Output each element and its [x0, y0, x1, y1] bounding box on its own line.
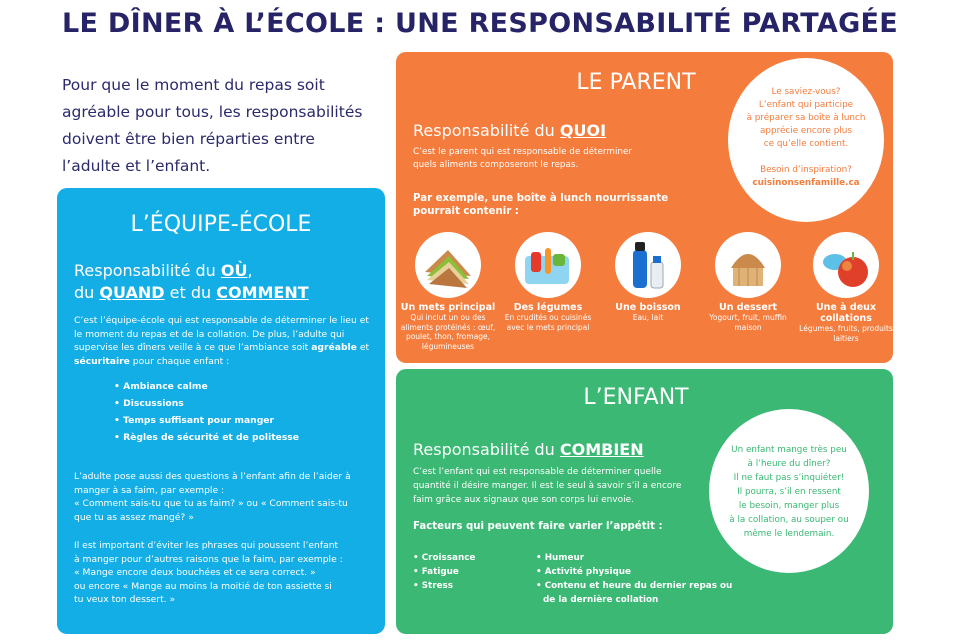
- bubble-spacer: [728, 151, 884, 164]
- ou-keyword: OÙ: [220, 261, 248, 280]
- food-desc: Qui inclut un ou des aliments protéinés : œuf, poulet, thon, fromage, légumineuses: [400, 313, 496, 351]
- food-name: Un mets principal: [400, 302, 496, 313]
- parent-responsibility: [413, 120, 606, 142]
- parent-tip-bubble: [728, 58, 884, 222]
- enfant-title: L’ENFANT: [583, 385, 689, 410]
- sandwich-icon: [415, 232, 481, 298]
- ecole-questions: [74, 470, 374, 524]
- et-text: et: [356, 342, 370, 353]
- list-item: • Temps suffisant pour manger: [114, 415, 299, 432]
- muffin-icon: [715, 232, 781, 298]
- food-snacks: [796, 232, 896, 343]
- enfant-responsibility: [413, 439, 644, 461]
- ecole-title: L’ÉQUIPE-ÉCOLE: [130, 212, 312, 237]
- resp-prefix: du: [74, 283, 100, 302]
- factors-list-2: [536, 551, 732, 607]
- parent-title: LE PARENT: [576, 70, 696, 95]
- food-desc: Yogourt, fruit, muffin maison: [709, 313, 787, 332]
- quoi-keyword: QUOI: [559, 121, 607, 140]
- bubble-line: Besoin d’inspiration?: [760, 165, 852, 175]
- enfant-description: [413, 465, 703, 507]
- list-item: • Discussions: [114, 398, 299, 415]
- text-line: ou encore « Mange au moins la moitié de ton assiette si: [74, 580, 332, 592]
- comma: ,: [247, 261, 253, 280]
- ecole-desc-text: C’est l’équipe-école qui est responsable de déterminer le lieu et le moment du repas et de la collation. De plus, l’adulte qui supervise les dîners veille à ce que l’ambiance soit: [74, 315, 369, 353]
- text-line: pourrait contenir :: [413, 206, 519, 217]
- vegetables-icon: [515, 232, 581, 298]
- ecole-description: [74, 314, 374, 368]
- bottle-icon: [615, 232, 681, 298]
- bubble-line: L’enfant qui participe: [758, 100, 854, 110]
- factors-list-1: [413, 551, 475, 593]
- intro-line: Pour que le moment du repas soit: [62, 76, 325, 94]
- ecole-responsibility: [74, 260, 374, 304]
- food-vegetables: [498, 232, 598, 332]
- ecole-desc-end: pour chaque enfant :: [129, 355, 230, 367]
- parent-panel: [396, 52, 893, 363]
- intro-line: doivent être bien réparties entre: [62, 130, 315, 148]
- intro-line: l’adulte et l’enfant.: [62, 157, 211, 175]
- text-line: « Comment sais-tu que tu as faim? » ou « Comment sais-tu: [74, 498, 348, 509]
- enfant-panel: [396, 369, 893, 634]
- food-desc: En crudités ou cuisinés avec le mets principal: [504, 313, 592, 332]
- bubble-line: Il ne faut pas s’inquiéter!: [733, 473, 845, 483]
- ambiance-list: [114, 381, 299, 449]
- factors-title: Facteurs qui peuvent faire varier l’appétit :: [413, 521, 663, 532]
- resp-prefix: Responsabilité du: [413, 121, 560, 140]
- list-item: • Humeur: [536, 551, 732, 565]
- bubble-line: même le lendemain.: [743, 529, 835, 539]
- bubble-line: le besoin, manger plus: [738, 501, 840, 511]
- agreable-keyword: agréable: [311, 342, 357, 353]
- text-line: tu veux ton dessert. »: [74, 594, 176, 605]
- intro-line: agréable pour tous, les responsabilités: [62, 103, 363, 121]
- ecole-avoid: [74, 539, 374, 607]
- resp-prefix: Responsabilité du: [413, 440, 560, 459]
- bubble-line: ce qu’elle contient.: [763, 139, 849, 149]
- list-item: • Contenu et heure du dernier repas ou: [536, 579, 732, 593]
- bubble-line: à l’heure du dîner?: [747, 459, 831, 469]
- food-name: Un dessert: [718, 302, 777, 313]
- list-item: • Fatigue: [413, 565, 475, 579]
- bubble-line: Le saviez-vous?: [771, 87, 841, 97]
- food-desc: Légumes, fruits, produits laitiers: [799, 324, 893, 343]
- et-du: et du: [164, 283, 217, 302]
- food-name: Des légumes: [513, 302, 583, 313]
- bubble-line: à la collation, au souper ou: [729, 515, 849, 525]
- food-desc: Eau, lait: [632, 313, 664, 322]
- food-name: Une à deux collations: [815, 302, 877, 324]
- bubble-line: apprécie encore plus: [760, 126, 852, 136]
- text-line: que tu as assez mangé? »: [74, 511, 194, 523]
- ecole-panel: [57, 188, 385, 634]
- parent-example: [413, 192, 713, 218]
- text-line: C’est l’enfant qui est responsable de déterminer quelle: [413, 467, 662, 477]
- bubble-line: à préparer sa boîte à lunch: [746, 113, 866, 123]
- text-line: Il est important d’éviter les phrases qui poussent l’enfant: [74, 540, 339, 551]
- food-dessert: [698, 232, 798, 332]
- combien-keyword: COMBIEN: [559, 440, 644, 459]
- food-main-dish: [398, 232, 498, 351]
- text-line: « Mange encore deux bouchées et ce sera correct. »: [74, 567, 316, 578]
- list-item: • Activité physique: [536, 565, 732, 579]
- resp-prefix: Responsabilité du: [74, 261, 221, 280]
- website-link[interactable]: cuisinonsenfamille.ca: [752, 178, 860, 188]
- text-line: C’est le parent qui est responsable de déterminer: [413, 147, 633, 157]
- text-line: quels aliments composeront le repas.: [413, 160, 579, 170]
- securitaire-keyword: sécuritaire: [74, 355, 130, 367]
- food-name: Une boisson: [615, 302, 681, 313]
- list-item-continued: de la dernière collation: [543, 595, 659, 605]
- list-item: • Ambiance calme: [114, 381, 299, 398]
- bubble-line: Un enfant mange très peu: [731, 445, 847, 455]
- text-line: à manger pour d’autres raisons que la faim, par exemple :: [74, 553, 343, 565]
- quand-keyword: QUAND: [99, 283, 165, 302]
- text-line: L’adulte pose aussi des questions à l’enfant afin de l’aider à: [74, 471, 351, 482]
- food-drink: [598, 232, 698, 323]
- page-title: LE DÎNER À L’ÉCOLE : UNE RESPONSABILITÉ PARTAGÉE: [61, 8, 899, 39]
- enfant-tip-bubble: [709, 409, 869, 573]
- parent-description: [413, 146, 673, 172]
- list-item: • Stress: [413, 579, 475, 593]
- apple-icon: [813, 232, 879, 298]
- intro-text: [62, 72, 392, 180]
- list-item: • Règles de sécurité et de politesse: [114, 432, 299, 449]
- comment-keyword: COMMENT: [216, 283, 309, 302]
- text-line: faim grâce aux signaux que son corps lui envoie.: [413, 495, 635, 505]
- text-line: Par exemple, une boîte à lunch nourrissante: [413, 193, 669, 204]
- bubble-line: Il pourra, s’il en ressent: [737, 487, 841, 497]
- text-line: manger à sa faim, par exemple :: [74, 484, 225, 496]
- list-item: • Croissance: [413, 551, 475, 565]
- text-line: quantité il désire manger. Il est le seul à savoir s’il a encore: [413, 481, 682, 491]
